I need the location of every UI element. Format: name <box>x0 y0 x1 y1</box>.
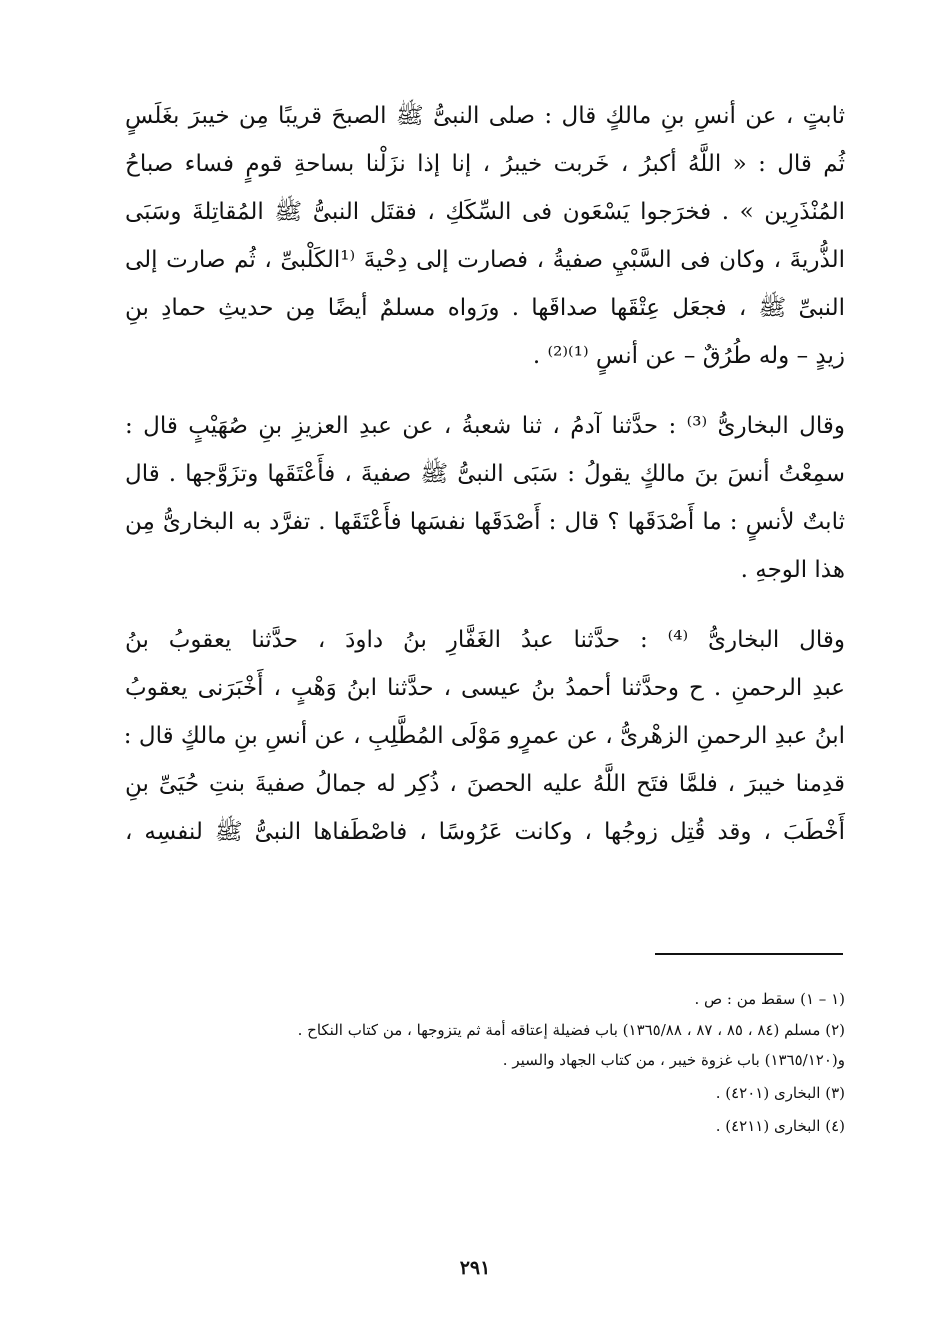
main-text <box>125 92 845 856</box>
text-line: الذُّريةَ ، وكان فى السَّبْيِ صفيةُ ، فصارت إلى دِحْيةَ ⁽¹الكَلْبىِّ ، ثُم صارت إلى <box>125 247 845 273</box>
text-line: المُنْذَرِين » . فخرَجوا يَسْعَون فى السِّكَكِ ، فقتَل النبىُّ ﷺ المُقاتِلةَ وسَبَى <box>125 199 845 225</box>
paragraph-gap <box>125 594 845 616</box>
text-line: زيدٍ – وله طُرُقٌ – عن أنسٍ ⁽¹⁾⁽²⁾ . <box>532 343 845 369</box>
footnote-4: (٤) البخارى (٤٢١١) . <box>715 1117 845 1135</box>
text-line: ثابتٌ لأنسٍ : ما أَصْدَقَها ؟ قال : أَصْدَقَها نفسَها فأَعْتَقَها . تفرَّد به البخارىُّ مِن <box>125 509 845 535</box>
text-line: وقال البخارىُّ ⁽³⁾ : حدَّثنا آدمُ ، ثنا شعبةُ ، عن عبدِ العزيزِ بنِ صُهَيْبٍ قال : <box>125 413 845 439</box>
footnote-2-line-1: (٢) مسلم (٨٤ ، ٨٥ ، ٨٧ ، ١٣٦٥/٨٨) باب فضيلة إعتاقه أمة ثم يتزوجها ، من كتاب النكاح . <box>297 1021 845 1039</box>
footnotes <box>125 983 845 1143</box>
text-line: أَخْطَبَ ، وقد قُتِل زوجُها ، وكانت عَرُوسًا ، فاصْطَفاها النبىُّ ﷺ لنفسِه ، <box>125 819 845 845</box>
text-line: ثُم قال : « اللَّهُ أكبرُ ، خَربت خيبرُ ، إنا إذا نزَلْنا بساحةِ قومٍ فساء صباحُ <box>125 151 845 177</box>
text-line: ثابتٍ ، عن أنسِ بنِ مالكٍ قال : صلى النبىُّ ﷺ الصبحَ قريبًا مِن خيبرَ بغَلَسٍ <box>125 103 845 129</box>
paragraph-3 <box>125 616 845 856</box>
paragraph-1 <box>125 92 845 380</box>
text-line: سمِعْتُ أنسَ بنَ مالكٍ يقولُ : سَبَى النبىُّ ﷺ صفيةَ ، فأَعْتَقَها وتزَوَّجها . قال <box>125 461 845 487</box>
page-number: ٢٩١ <box>459 1257 491 1279</box>
footnote-3: (٣) البخارى (٤٢٠١) . <box>715 1084 845 1102</box>
text-line: ابنُ عبدِ الرحمنِ الزهْرىُّ ، عن عمرٍو مَوْلَى المُطَّلِبِ ، عن أنسِ بنِ مالكٍ قال : <box>123 723 845 749</box>
text-line: وقال البخارىُّ ⁽⁴⁾ : حدَّثنا عبدُ الغَفَّارِ بنُ داودَ ، حدَّثنا يعقوبُ بنُ <box>125 627 845 653</box>
text-line: النبىِّ ﷺ ، فجعَل عِتْقَها صداقَها . ورَواه مسلمٌ أيضًا مِن حديثِ حمادِ بنِ <box>125 295 845 321</box>
footnote-1: (١ – ١) سقط من : ص . <box>694 990 845 1008</box>
footnote-divider <box>655 953 843 955</box>
text-line: قدِمنا خيبرَ ، فلمَّا فتَح اللَّهُ عليه الحصنَ ، ذُكِر له جمالُ صفيةَ بنتِ حُيَىِّ بنِ <box>125 771 845 797</box>
paragraph-2 <box>125 402 845 594</box>
paragraph-gap <box>125 380 845 402</box>
footnote-2-line-2: و(١٣٦٥/١٢٠) باب غزوة خيبر ، من كتاب الجهاد والسير . <box>502 1051 845 1069</box>
text-line: عبدِ الرحمنِ . ح وحدَّثنا أحمدُ بنُ عيسى ، حدَّثنا ابنُ وَهْبٍ ، أَخْبَرَنى يعقوبُ <box>125 675 845 701</box>
text-line: هذا الوجهِ . <box>740 557 845 583</box>
